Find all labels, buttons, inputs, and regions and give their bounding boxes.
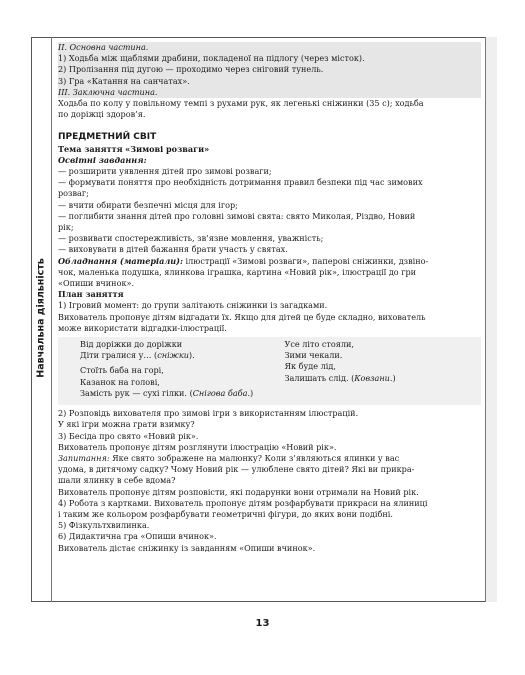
- riddle-stanza: [80, 365, 277, 399]
- equipment-line: чок, маленька подушка, ялинкова іграшка, картина «Новий рік», ілюстрації до гри: [58, 266, 417, 277]
- equipment-line: «Опиши вчинок».: [58, 278, 135, 289]
- plan-line: 3) Бесіда про свято «Новий рік».: [58, 430, 199, 441]
- riddle-line: [285, 373, 482, 384]
- riddles-block: [58, 337, 481, 405]
- riddle-line: [80, 388, 277, 399]
- plan-line: 4) Робота з картками. Вихователь пропонує дітям розфарбувати прикраси на ялиниці: [58, 497, 428, 508]
- plan-line: 1) Ігровий момент: до групи залітають сніжинки із загадками.: [58, 300, 328, 311]
- tasks-heading: Освітні завдання:: [58, 154, 147, 165]
- questions-line: удома, в дитячому садку? Чому Новий рік — улюблене свято дітей? Які ви прикра-: [58, 464, 415, 475]
- main-part-item: 2) Пролізання під дугою — проходимо через сніговий тунель.: [58, 64, 481, 75]
- plan-line: 2) Розповідь вихователя про зимові ігри з використанням ілюстрацій.: [58, 408, 359, 419]
- final-part-heading: III. Заключна частина.: [58, 87, 481, 98]
- equipment-label: Обладнання (матеріали):: [58, 255, 183, 266]
- final-part-line: по доріжці здоров’я.: [58, 109, 146, 120]
- plan-heading: План заняття: [58, 289, 124, 300]
- questions-line: шали ялинку в себе вдома?: [58, 475, 176, 486]
- riddle-line: Казанок на голові,: [80, 376, 160, 387]
- task-line: — розвивати спостережливість, зв’язне мовлення, уважність;: [58, 233, 324, 244]
- section-title: ПРЕДМЕТНИЙ СВІТ: [58, 132, 157, 143]
- task-line: розваг;: [58, 188, 89, 199]
- main-part-heading: II. Основна частина.: [58, 42, 481, 53]
- plan-line: Вихователь пропонує дітям розглянути ілюстрацію «Новий рік».: [58, 441, 337, 452]
- riddles-left-column: [58, 339, 277, 403]
- riddle-text: Діти гралися у… (: [80, 350, 158, 361]
- content-area: [58, 42, 481, 554]
- task-line: — формувати поняття про необхідність дотримання правил безпеки під час зимових: [58, 177, 423, 188]
- riddle-text: ): [392, 372, 396, 383]
- riddle-answer: Ковзани.: [354, 372, 393, 383]
- task-line: — розширити уявлення дітей про зимові розваги;: [58, 166, 272, 177]
- riddle-line: Усе літо стояли,: [284, 339, 354, 350]
- topic-line: [58, 144, 481, 155]
- questions-label: Запитання:: [58, 452, 110, 463]
- plan-line: Вихователь дістає сніжинку із завданням «Опиши вчинок».: [58, 542, 316, 553]
- riddle-answer: сніжки: [157, 350, 189, 361]
- riddle-line: [80, 350, 277, 361]
- riddle-line: Від доріжки до доріжки: [80, 339, 183, 350]
- riddle-text: Залишать слід. (: [284, 372, 355, 383]
- riddle-answer: Снігова баба.: [192, 387, 251, 398]
- plan-line: У які ігри можна грати взимку?: [58, 419, 195, 430]
- main-part-item: 1) Ходьба між щаблями драбини, покладеної на підлогу (через місток).: [58, 53, 481, 64]
- task-line: рік;: [58, 222, 74, 233]
- riddle-line: Стоїть баба на горі,: [80, 365, 164, 376]
- plan-line: може використати відгадки-ілюстрації.: [58, 322, 227, 333]
- task-line: — поглибити знання дітей про головні зимові свята: свято Миколая, Різдво, Новий: [58, 210, 416, 221]
- plan-line: 6) Дидактична гра «Опиши вчинок».: [58, 531, 217, 542]
- plan-line: 5) Фізкультхвилинка.: [58, 520, 150, 531]
- plan-line: Вихователь пропонує дітям розповісти, які подарунки вони отримали на Новий рік.: [58, 486, 419, 497]
- task-line: — вчити обирати безпечні місця для ігор;: [58, 199, 238, 210]
- task-line: — виховувати в дітей бажання брати участь у святах.: [58, 244, 288, 255]
- riddle-text: Замість рук — сухі гілки. (: [80, 387, 193, 398]
- right-margin-column: [485, 37, 497, 602]
- main-part-item: 3) Гра «Катання на санчатах».: [58, 76, 481, 87]
- questions-line: [58, 453, 481, 464]
- topic-label: Тема заняття: [58, 143, 123, 154]
- side-column-label: Навчальна діяльність: [35, 258, 47, 378]
- riddle-text: ): [250, 387, 254, 398]
- riddle-line: Як буде лід,: [284, 361, 336, 372]
- riddle-line: Зими чекали.: [284, 350, 343, 361]
- final-part-line: Ходьба по колу у повільному темпі з рухами рук, як легенькі сніжинки (35 с); ходьба: [58, 98, 424, 109]
- questions-text: Яке свято зображене на малюнку? Коли з’являються ялинки у вас: [109, 452, 400, 463]
- riddles-right-column: [277, 339, 482, 403]
- page-number: 13: [255, 618, 270, 629]
- riddle-text: ).: [188, 350, 195, 361]
- equipment-text: ілюстрації «Зимові розваги», паперові сніжинки, дзвіно-: [182, 255, 429, 266]
- riddle-stanza: [80, 339, 277, 361]
- topic-value: «Зимові розваги»: [125, 143, 210, 154]
- equipment-line: [58, 256, 481, 267]
- plan-line: Вихователь пропонує дітям відгадати їх. Якщо для дітей це буде складно, вихователь: [58, 311, 426, 322]
- plan-line: і таким же кольором розфарбувати геометричні фігури, до яких вони подібні.: [58, 508, 393, 519]
